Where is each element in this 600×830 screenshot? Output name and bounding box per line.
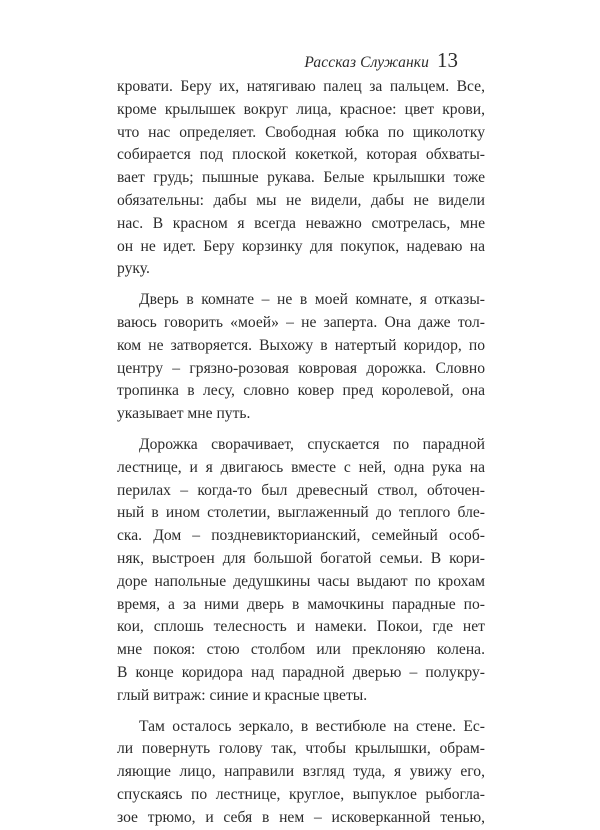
text-line: ска. Дом – поздневикторианский, семейный особ- [117,527,485,545]
text-line: центру – грязно-розовая ковровая дорожка. Словно [117,359,485,377]
text-line: зое трюмо, и себя в нем – исковерканной тенью, [117,808,485,826]
text-line: время, а за ними дверь в мамочкины парадные по- [117,595,485,613]
paragraph [117,716,485,830]
text-line: мне покоя: стою столбом или преклоняю колена. [117,641,485,659]
text-line: глый витраж: синие и красные цветы. [117,686,368,704]
text-line: кровати. Беру их, натягиваю палец за пальцем. Все, [117,78,485,95]
text-line: обязательны: дабы мы не видели, дабы не видели [117,191,485,209]
text-line: нас. В красном я всегда неважно смотрелась, мне [117,214,485,232]
paragraph [117,289,485,426]
text-line: В конце коридора над парадной дверью – полукру- [117,663,485,681]
page-number: 13 [437,48,458,72]
body-text [117,76,485,830]
paragraph [117,434,485,708]
text-line: ляющие лицо, направили взгляд туда, я увижу его, [117,763,485,781]
text-line: указывает мне путь. [117,405,251,423]
text-line: ли повернуть голову так, чтобы крылышки, обрам- [117,740,485,758]
text-line: ный в ином столетии, выглаженный до теплого бле- [117,504,485,522]
text-line: ваюсь говорить «моей» – не заперта. Она даже тол- [117,313,485,331]
text-line: доре напольные дедушкины часы выдают по крохам [117,572,485,590]
text-line: кроме крылышек вокруг лица, красное: цвет крови, [117,100,485,118]
paragraph [117,76,485,281]
text-line: лестнице, и я двигаюсь вместе с ней, одна рука на [117,458,485,476]
text-line: Дорожка сворачивает, спускается по парадной [139,435,485,453]
text-line: ком не затворяется. Выхожу в натертый коридор, по [117,336,485,354]
text-line: Дверь в комнате – не в моей комнате, я отказы- [139,291,485,309]
paragraph-gap [117,281,485,289]
text-line: тропинка в лесу, словно ковер пред королевой, она [117,382,485,400]
running-title: Рассказ Служанки [304,54,429,71]
text-line: руку. [117,260,150,278]
running-head [304,48,458,73]
paragraph-gap [117,426,485,434]
text-line: что нас определяет. Свободная юбка по щиколотку [117,123,485,141]
text-line: перилах – когда-то был древесный ствол, обточен- [117,481,485,499]
text-line: собирается под плоской кокеткой, которая обхваты- [117,146,485,164]
text-line: кои, сплошь телесность и намеки. Покои, где нет [117,618,485,636]
text-line: спускаясь по лестнице, круглое, выпуклое рыбогла- [117,785,485,803]
text-line: няк, выстроен для большой богатой семьи. В кори- [117,549,485,567]
text-line: Там осталось зеркало, в вестибюле на стене. Ес- [139,717,485,735]
text-line: вает грудь; пышные рукава. Белые крылышки тоже [117,169,485,187]
paragraph-gap [117,708,485,716]
text-line: он не идет. Беру корзинку для покупок, надеваю на [117,237,485,255]
